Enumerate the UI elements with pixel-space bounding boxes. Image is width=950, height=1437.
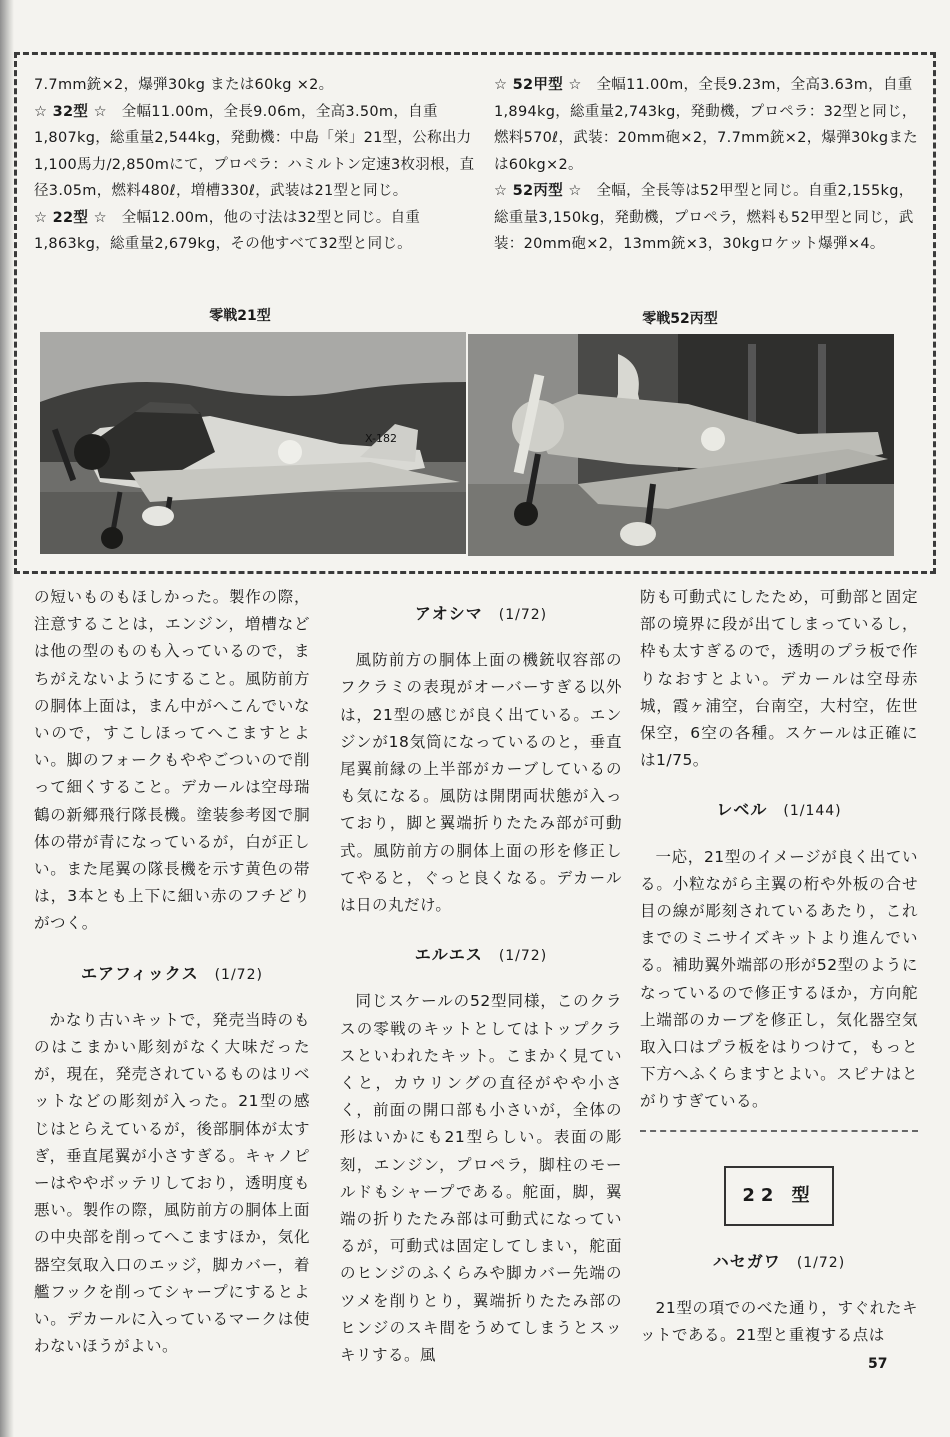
- text-column-1: [34, 584, 310, 1360]
- text-column-3: [640, 584, 918, 1349]
- photo-zero-type21: [40, 332, 466, 554]
- spec-left-1: ☆ 32型 ☆ 全幅11.00m，全長9.06m，全高3.50m，自重1,807kg，総重量2,544kg，発動機：中島「栄」21型，公称出力1,100馬力/2,850mにて，プロペラ：ハミルトン定速3枚羽根，直径3.05m，燃料480ℓ，増槽330ℓ，武装は21型と同じ。: [34, 103, 475, 199]
- kit-scale-ls: (1/72): [498, 948, 548, 965]
- kit-heading-airfix: [34, 960, 310, 989]
- kit-name-airfix: エアフィックス: [81, 963, 199, 983]
- tail-marking-x182: X-182: [365, 432, 397, 445]
- page-number: 57: [868, 1356, 888, 1372]
- kit-name-revell: レベル: [716, 800, 768, 820]
- photo-caption-right: 零戦52丙型: [642, 311, 718, 327]
- kit-name-hasegawa: ハセガワ: [712, 1251, 781, 1271]
- col3-paragraph-3: 21型の項でのべた通り，すぐれたキットである。21型と重複する点は: [640, 1298, 918, 1345]
- col1-paragraph-2: かなり古いキットで，発売当時のものはこまかい彫刻がなく大味だったが，現在，発売されているものはリベットなどの彫刻が入った。21型の感じはとらえているが，後部胴体が太すぎ，垂直尾翼が小さすぎる。キャノピーはややボッテリしており，透明度も悪い。製作の際，風防前方の胴体上面の中央部を削ってへこますほか，気化器空気取入口のエッジ，脚カバー，着艦フックを削ってシャープにするとよい。デカールに入っているマークは使わないほうがよい。: [34, 1010, 310, 1356]
- kit-scale-airfix: (1/72): [214, 966, 263, 983]
- zero-type52c-image: [468, 334, 894, 556]
- kit-scale-aoshima: (1/72): [498, 607, 548, 623]
- col3-paragraph-2: 一応，21型のイメージが良く出ている。小粒ながら主翼の桁や外板の合せ目の線が彫刻されているあたり，これまでのミニサイズキットより進んでいる。補助翼外端部の形が52型のようになっているので修正するほか，方向舵上端部のカーブを修正し，気化器空気取入口はプラ板をはりつけて，もっと下方へふくらますとよい。スピナはとがりすぎている。: [640, 847, 918, 1111]
- col2-paragraph-2: 同じスケールの52型同様，このクラスの零戦のキットとしてはトップクラスといわれたキット。こまかく見ていくと，カウリングの直径がやや小さく，前面の開口部も小さいが，全体の形はいかにも21型らしい。表面の彫刻，エンジン，プロペラ，脚柱のモールドもシャープである。舵面，脚，翼端の折りたたみ部は可動式になっているが，可動式は固定してしまい，舵面のヒンジのふくらみや脚カバー先端のツメを削りとり，翼端折りたたみ部のヒンジのスキ間をうめてしまうとスッキリする。風: [340, 992, 622, 1365]
- section-divider: [640, 1130, 918, 1132]
- kit-name-ls: エルエス: [414, 945, 483, 965]
- spec-left-0: 7.7mm銃×2，爆弾30kg または60kg ×2。: [34, 77, 334, 93]
- kit-heading-aoshima: [340, 600, 622, 629]
- photo-zero-type52c: [468, 334, 894, 556]
- kit-heading-hasegawa: [640, 1248, 918, 1277]
- text-column-2: [340, 584, 622, 1369]
- col1-paragraph-1: の短いものもほしかった。製作の際，注意することは，エンジン，増槽などは他の型のものも入っているので，まちがえないようにすること。風防前方の胴体上面は，まん中がへこんでいないので，すこしほってへこますとよい。脚のフォークもややごついので削って細くすること。デカールは空母瑞鶴の新郷飛行隊長機。塗装参考図で胴体の帯が青になっているが，白が正しい。また尾翼の隊長機を示す黄色の帯は，3本とも上下に細い赤のフチどりがつく。: [34, 588, 310, 933]
- zero-type21-image: [40, 332, 466, 554]
- col3-paragraph-1: 防も可動式にしたため，可動部と固定部の境界に段が出てしまっているし，枠も太すぎるので，透明のプラ板で作りなおすとよい。デカールは空母赤城，霞ヶ浦空，台南空，大村空，佐世保空，6空の各種。スケールは正確には1/75。: [640, 588, 918, 770]
- kit-heading-revell: [640, 796, 918, 825]
- kit-name-aoshima: アオシマ: [414, 604, 483, 623]
- spec-column-right: [494, 72, 924, 258]
- photo-caption-left: 零戦21型: [209, 308, 271, 324]
- page-binding-shadow: [0, 0, 14, 1437]
- col2-paragraph-1: 風防前方の胴体上面の機銃収容部のフクラミの表現がオーバーすぎる以外は，21型の感じが良く出ている。エンジンが18気筒になっているのと，垂直尾翼前縁の上半部がカーブしているのも気になる。風防は開閉両状態が入っており，脚と翼端折りたたみ部が可動式。風防前方の胴体上面の形を修正してやると，ぐっと良くなる。デカールは日の丸だけ。: [340, 651, 622, 915]
- kit-scale-hasegawa: (1/72): [796, 1254, 846, 1271]
- kit-heading-ls: [340, 941, 622, 970]
- spec-right-0: ☆ 52甲型 ☆ 全幅11.00m，全長9.23m，全高3.63m，自重1,894kg，総重量2,743kg，発動機，プロペラ：32型と同じ，燃料570ℓ，武装：20mm砲×2，7.7mm銃×2，爆弾30kgまたは60kg×2。: [494, 77, 918, 173]
- section-title-box: 22 型: [724, 1166, 834, 1226]
- spec-right-1: ☆ 52丙型 ☆ 全幅，全長等は52甲型と同じ。自重2,155kg，総重量3,150kg，発動機，プロペラ，燃料も52甲型と同じ，武装：20mm砲×2，13mm銃×3，30kgロケット爆弾×4。: [494, 183, 914, 252]
- kit-scale-revell: (1/144): [783, 803, 842, 820]
- spec-column-left: [34, 72, 480, 258]
- spec-left-2: ☆ 22型 ☆ 全幅12.00m，他の寸法は32型と同じ。自重1,863kg，総重量2,679kg，その他すべて32型と同じ。: [34, 209, 421, 252]
